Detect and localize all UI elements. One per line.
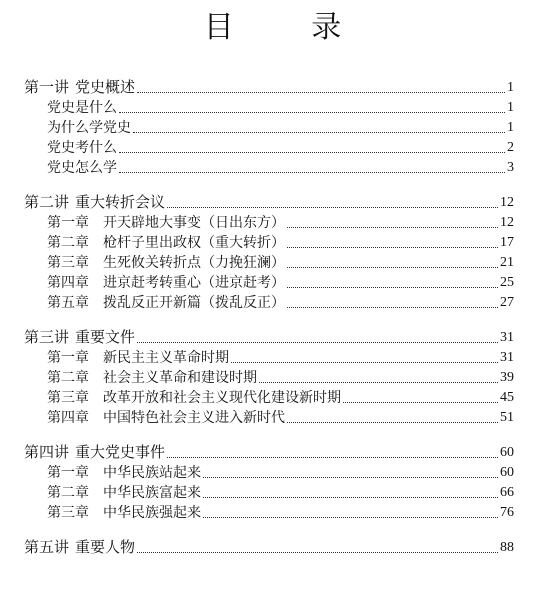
- toc-chapter-entry[interactable]: [24, 253, 514, 273]
- toc-chapter-label: [47, 293, 285, 313]
- dot-leader: [287, 421, 498, 423]
- toc-chapter-number: 第二章: [47, 370, 89, 386]
- toc-page-number: 2: [507, 140, 514, 155]
- toc-chapter-number: 第一章: [47, 215, 89, 231]
- toc-chapter-entry[interactable]: [24, 388, 514, 408]
- toc-chapter-label: [47, 408, 285, 428]
- toc-lecture-entry[interactable]: [24, 327, 514, 348]
- toc-section: [24, 442, 514, 523]
- toc-chapter-entry[interactable]: [24, 233, 514, 253]
- toc-lecture-number: 第一讲: [24, 78, 70, 96]
- toc-chapter-label: [47, 213, 285, 233]
- toc-chapter-entry[interactable]: [24, 98, 514, 118]
- toc-chapter-title: 党史怎么学: [47, 160, 117, 176]
- toc-chapter-title: 社会主义革命和建设时期: [103, 370, 257, 386]
- toc-chapter-title: 枪杆子里出政权（重大转折）: [103, 235, 285, 251]
- dot-leader: [231, 361, 498, 363]
- toc-chapter-entry[interactable]: [24, 118, 514, 138]
- dot-leader: [203, 476, 498, 478]
- dot-leader: [137, 551, 498, 553]
- dot-leader: [167, 456, 498, 458]
- toc-chapter-number: 第一章: [47, 465, 89, 481]
- toc-chapter-number: 第三章: [47, 390, 89, 406]
- toc-lecture-label: [24, 327, 135, 348]
- toc-chapter-entry[interactable]: [24, 368, 514, 388]
- toc-page-number: 1: [507, 80, 514, 95]
- toc-chapter-label: [47, 273, 285, 293]
- toc-chapter-entry[interactable]: [24, 158, 514, 178]
- dot-leader: [287, 226, 498, 228]
- toc-page-number: 66: [500, 485, 514, 500]
- toc-chapter-label: [47, 368, 257, 388]
- toc-chapter-title: 新民主主义革命时期: [103, 350, 229, 366]
- dot-leader: [287, 246, 498, 248]
- dot-leader: [203, 516, 498, 518]
- toc-chapter-label: [47, 118, 131, 138]
- toc-chapter-title: 中华民族富起来: [103, 485, 201, 501]
- toc-page-number: 76: [500, 505, 514, 520]
- toc-chapter-label: [47, 98, 117, 118]
- toc-page-number: 1: [507, 120, 514, 135]
- toc-lecture-name: 重要人物: [75, 538, 136, 556]
- toc-chapter-number: 第一章: [47, 350, 89, 366]
- toc-chapter-number: 第四章: [47, 410, 89, 426]
- toc-chapter-label: [47, 348, 229, 368]
- toc-page-number: 25: [500, 275, 514, 290]
- toc-lecture-entry[interactable]: [24, 442, 514, 463]
- dot-leader: [259, 381, 498, 383]
- toc-lecture-entry[interactable]: [24, 192, 514, 213]
- toc-chapter-label: [47, 253, 285, 273]
- toc-chapter-number: 第五章: [47, 295, 89, 311]
- dot-leader: [287, 306, 498, 308]
- toc-chapter-label: [47, 233, 285, 253]
- toc-chapter-title: 中华民族强起来: [103, 505, 201, 521]
- toc-chapter-title: 中国特色社会主义进入新时代: [103, 410, 285, 426]
- toc-page-number: 39: [500, 370, 514, 385]
- toc-page-number: 45: [500, 390, 514, 405]
- toc-chapter-title: 党史是什么: [47, 100, 117, 116]
- dot-leader: [287, 266, 498, 268]
- dot-leader: [119, 151, 505, 153]
- toc-page-number: 60: [500, 445, 514, 460]
- toc-page-number: 12: [500, 195, 514, 210]
- toc-page-number: 88: [500, 540, 514, 555]
- dot-leader: [119, 171, 505, 173]
- toc-chapter-label: [47, 388, 341, 408]
- toc-lecture-label: [24, 537, 135, 558]
- toc-lecture-label: [24, 442, 165, 463]
- toc-lecture-number: 第五讲: [24, 538, 70, 556]
- dot-leader: [119, 111, 505, 113]
- toc-chapter-number: 第三章: [47, 505, 89, 521]
- toc-chapter-title: 党史考什么: [47, 140, 117, 156]
- toc-chapter-label: [47, 158, 117, 178]
- toc-page-number: 1: [507, 100, 514, 115]
- toc-lecture-number: 第二讲: [24, 193, 70, 211]
- toc-chapter-entry[interactable]: [24, 138, 514, 158]
- toc-section: [24, 327, 514, 428]
- toc-chapter-title: 为什么学党史: [47, 120, 131, 136]
- toc-lecture-label: [24, 192, 165, 213]
- dot-leader: [203, 496, 498, 498]
- toc-chapter-entry[interactable]: [24, 213, 514, 233]
- toc-chapter-entry[interactable]: [24, 503, 514, 523]
- toc-page-number: 17: [500, 235, 514, 250]
- toc-page-number: 31: [500, 350, 514, 365]
- toc-page-number: 60: [500, 465, 514, 480]
- dot-leader: [137, 91, 505, 93]
- toc-chapter-title: 生死攸关转折点（力挽狂澜）: [103, 255, 285, 271]
- toc-section: [24, 192, 514, 313]
- dot-leader: [133, 131, 505, 133]
- toc-lecture-number: 第四讲: [24, 443, 70, 461]
- toc-lecture-name: 重大转折会议: [75, 193, 166, 211]
- toc-lecture-name: 党史概述: [75, 78, 136, 96]
- toc-section: [24, 77, 514, 178]
- dot-leader: [167, 206, 498, 208]
- toc-chapter-title: 中华民族站起来: [103, 465, 201, 481]
- toc-chapter-number: 第二章: [47, 235, 89, 251]
- toc-chapter-entry[interactable]: [24, 293, 514, 313]
- toc-section: [24, 537, 514, 558]
- toc-chapter-title: 进京赶考转重心（进京赶考）: [103, 275, 285, 291]
- toc-chapter-title: 开天辟地大事变（日出东方）: [103, 215, 285, 231]
- toc-chapter-entry[interactable]: [24, 408, 514, 428]
- toc-chapter-title: 改革开放和社会主义现代化建设新时期: [103, 390, 341, 406]
- dot-leader: [137, 341, 498, 343]
- toc-page-number: 12: [500, 215, 514, 230]
- toc-chapter-number: 第二章: [47, 485, 89, 501]
- toc-lecture-name: 重大党史事件: [75, 443, 166, 461]
- toc-chapter-label: [47, 503, 201, 523]
- toc-page-number: 3: [507, 160, 514, 175]
- toc-lecture-name: 重要文件: [75, 328, 136, 346]
- dot-leader: [343, 401, 498, 403]
- toc-chapter-entry[interactable]: [24, 273, 514, 293]
- toc-lecture-entry[interactable]: [24, 77, 514, 98]
- toc-lecture-label: [24, 77, 135, 98]
- toc-lecture-entry[interactable]: [24, 537, 514, 558]
- toc-chapter-entry[interactable]: [24, 463, 514, 483]
- toc-chapter-number: 第四章: [47, 275, 89, 291]
- toc-page-number: 21: [500, 255, 514, 270]
- page-title: 目 录: [203, 10, 376, 45]
- toc-page-number: 27: [500, 295, 514, 310]
- table-of-contents: [24, 77, 514, 572]
- toc-chapter-label: [47, 483, 201, 503]
- toc-chapter-entry[interactable]: [24, 348, 514, 368]
- toc-chapter-entry[interactable]: [24, 483, 514, 503]
- dot-leader: [287, 286, 498, 288]
- toc-chapter-label: [47, 463, 201, 483]
- toc-page-number: 51: [500, 410, 514, 425]
- toc-chapter-label: [47, 138, 117, 158]
- toc-chapter-title: 拨乱反正开新篇（拨乱反正）: [103, 295, 285, 311]
- toc-chapter-number: 第三章: [47, 255, 89, 271]
- toc-page-number: 31: [500, 330, 514, 345]
- toc-lecture-number: 第三讲: [24, 328, 70, 346]
